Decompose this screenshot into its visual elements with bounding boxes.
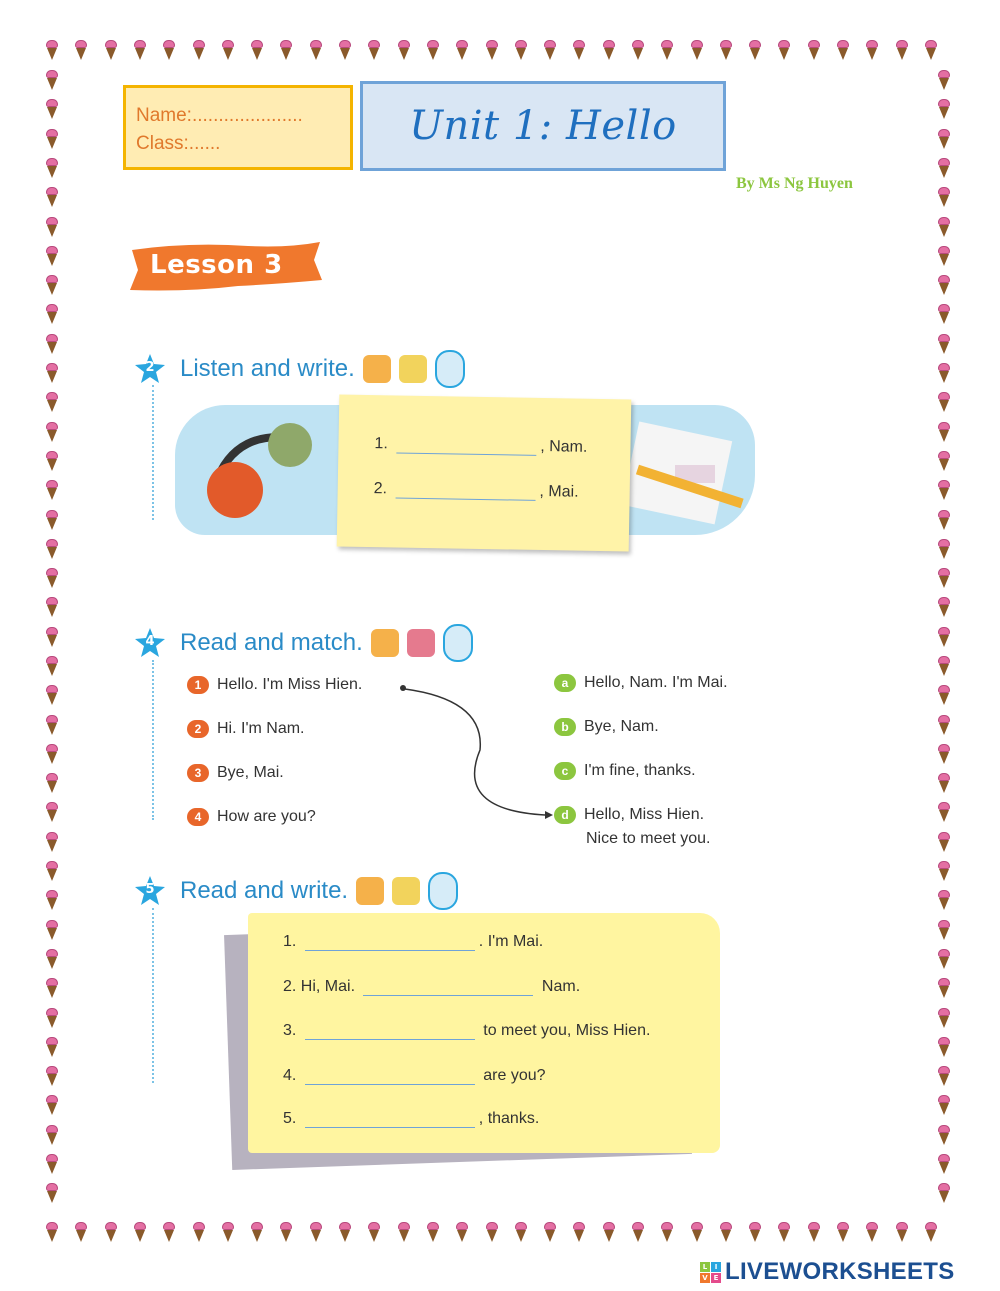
ice-cream-cone-icon bbox=[544, 1222, 556, 1242]
logo-tiles-icon: L I V E bbox=[700, 1262, 721, 1283]
letter-badge: d bbox=[554, 806, 576, 824]
ice-cream-cone-icon bbox=[46, 363, 58, 383]
listen-item-1: 1. , Nam. bbox=[374, 435, 588, 456]
name-field-label: Name:..................... bbox=[136, 105, 303, 126]
brand-name: LIVEWORKSHEETS bbox=[725, 1258, 955, 1285]
ice-cream-cone-icon bbox=[46, 656, 58, 676]
ice-cream-cone-icon bbox=[866, 1222, 878, 1242]
ice-cream-cone-icon bbox=[515, 40, 527, 60]
match-right-d[interactable]: d Hello, Miss Hien. bbox=[554, 806, 704, 824]
write-item-4: 4. are you? bbox=[283, 1067, 546, 1084]
ice-cream-cone-icon bbox=[938, 949, 950, 969]
listen-item-2: 2. , Mai. bbox=[373, 480, 579, 501]
ice-cream-cone-icon bbox=[938, 451, 950, 471]
ice-cream-cone-icon bbox=[866, 40, 878, 60]
section-5-title: Read and write. bbox=[180, 877, 349, 904]
ice-cream-cone-icon bbox=[632, 1222, 644, 1242]
ice-cream-cone-icon bbox=[46, 1008, 58, 1028]
write-item-5: 5. , thanks. bbox=[283, 1110, 540, 1127]
ice-cream-cone-icon bbox=[938, 715, 950, 735]
match-right-c[interactable]: c I'm fine, thanks. bbox=[554, 762, 696, 780]
title-box bbox=[360, 81, 726, 171]
ice-cream-cone-icon bbox=[456, 40, 468, 60]
ice-cream-cone-icon bbox=[925, 40, 937, 60]
ice-cream-cone-icon bbox=[46, 217, 58, 237]
ice-cream-cone-icon bbox=[938, 685, 950, 705]
section-4-header bbox=[134, 624, 473, 662]
dotted-guide bbox=[152, 660, 154, 820]
ice-cream-cone-icon bbox=[398, 1222, 410, 1242]
ice-cream-cone-icon bbox=[808, 40, 820, 60]
ice-cream-cone-icon bbox=[925, 1222, 937, 1242]
ice-cream-cone-icon bbox=[46, 158, 58, 178]
listen-answer-card bbox=[337, 394, 632, 551]
letter-badge: b bbox=[554, 718, 576, 736]
number-badge: 2 bbox=[187, 720, 209, 738]
section-5-header bbox=[134, 872, 458, 910]
mouse-icon bbox=[443, 624, 473, 662]
ice-cream-cone-icon bbox=[427, 1222, 439, 1242]
page-title: Unit 1: Hello bbox=[409, 103, 677, 149]
ice-cream-cone-icon bbox=[46, 1066, 58, 1086]
mouse-icon bbox=[435, 350, 465, 388]
ice-cream-cone-icon bbox=[837, 40, 849, 60]
ice-cream-cone-icon bbox=[46, 920, 58, 940]
ice-cream-cone-icon bbox=[280, 1222, 292, 1242]
ice-cream-cone-icon bbox=[46, 392, 58, 412]
ice-cream-cone-icon bbox=[515, 1222, 527, 1242]
ice-cream-cone-icon bbox=[778, 40, 790, 60]
ice-cream-cone-icon bbox=[938, 802, 950, 822]
pencil-icon bbox=[399, 355, 427, 383]
pencil-icon bbox=[392, 877, 420, 905]
ice-cream-cone-icon bbox=[720, 1222, 732, 1242]
match-right-a[interactable]: a Hello, Nam. I'm Mai. bbox=[554, 674, 728, 692]
ice-cream-cone-icon bbox=[938, 597, 950, 617]
ice-cream-cone-icon bbox=[486, 1222, 498, 1242]
ice-cream-cone-icon bbox=[46, 480, 58, 500]
ice-cream-cone-icon bbox=[46, 1037, 58, 1057]
ice-cream-cone-icon bbox=[544, 40, 556, 60]
ice-cream-cone-icon bbox=[46, 1154, 58, 1174]
ice-cream-cone-icon bbox=[46, 773, 58, 793]
ice-cream-cone-icon bbox=[46, 422, 58, 442]
match-left-3[interactable]: 3 Bye, Mai. bbox=[187, 764, 284, 782]
ice-cream-cone-icon bbox=[75, 1222, 87, 1242]
ice-cream-cone-icon bbox=[938, 656, 950, 676]
ice-cream-cone-icon bbox=[938, 920, 950, 940]
ice-cream-cone-icon bbox=[163, 40, 175, 60]
ice-cream-cone-icon bbox=[938, 275, 950, 295]
ice-cream-cone-icon bbox=[938, 510, 950, 530]
number-badge: 1 bbox=[187, 676, 209, 694]
ice-cream-cone-icon bbox=[251, 40, 263, 60]
ice-cream-cone-icon bbox=[310, 1222, 322, 1242]
ice-cream-cone-icon bbox=[938, 568, 950, 588]
answer-blank-2[interactable] bbox=[395, 481, 535, 500]
lesson-label: Lesson 3 bbox=[150, 250, 283, 280]
ice-cream-cone-icon bbox=[46, 1095, 58, 1115]
ice-cream-cone-icon bbox=[46, 129, 58, 149]
ice-cream-cone-icon bbox=[938, 1066, 950, 1086]
ice-cream-cone-icon bbox=[938, 1037, 950, 1057]
match-right-d-line2: Nice to meet you. bbox=[586, 830, 711, 847]
star-icon: 2 bbox=[134, 353, 166, 385]
headphones-icon bbox=[363, 355, 391, 383]
ice-cream-cone-icon bbox=[46, 246, 58, 266]
ice-cream-cone-icon bbox=[486, 40, 498, 60]
ice-cream-cone-icon bbox=[46, 334, 58, 354]
match-left-1[interactable]: 1 Hello. I'm Miss Hien. bbox=[187, 676, 362, 694]
ice-cream-cone-icon bbox=[46, 715, 58, 735]
ice-cream-cone-icon bbox=[46, 861, 58, 881]
eyes-icon bbox=[371, 629, 399, 657]
ice-cream-cone-icon bbox=[603, 40, 615, 60]
class-field-label: Class:...... bbox=[136, 133, 221, 154]
author-credit: By Ms Ng Huyen bbox=[736, 175, 853, 192]
ice-cream-cone-icon bbox=[46, 70, 58, 90]
ice-cream-cone-icon bbox=[46, 304, 58, 324]
ice-cream-cone-icon bbox=[46, 802, 58, 822]
ice-cream-cone-icon bbox=[938, 890, 950, 910]
ice-cream-cone-icon bbox=[46, 1222, 58, 1242]
ice-cream-cone-icon bbox=[938, 392, 950, 412]
ice-cream-cone-icon bbox=[46, 1183, 58, 1203]
ice-cream-cone-icon bbox=[46, 539, 58, 559]
ice-cream-cone-icon bbox=[339, 1222, 351, 1242]
ice-cream-cone-icon bbox=[938, 1095, 950, 1115]
ice-cream-cone-icon bbox=[938, 70, 950, 90]
ice-cream-cone-icon bbox=[938, 978, 950, 998]
books-icon bbox=[407, 629, 435, 657]
answer-blank-1[interactable] bbox=[396, 436, 536, 455]
ice-cream-cone-icon bbox=[46, 597, 58, 617]
ice-cream-cone-icon bbox=[691, 1222, 703, 1242]
ice-cream-cone-icon bbox=[778, 1222, 790, 1242]
letter-badge: a bbox=[554, 674, 576, 692]
ice-cream-cone-icon bbox=[938, 744, 950, 764]
section-2-header bbox=[134, 350, 465, 388]
ice-cream-cone-icon bbox=[134, 40, 146, 60]
ice-cream-cone-icon bbox=[46, 275, 58, 295]
ice-cream-cone-icon bbox=[251, 1222, 263, 1242]
ice-cream-cone-icon bbox=[573, 40, 585, 60]
write-answer-card bbox=[248, 913, 720, 1153]
ice-cream-cone-icon bbox=[398, 40, 410, 60]
ice-cream-cone-icon bbox=[603, 1222, 615, 1242]
ice-cream-cone-icon bbox=[938, 158, 950, 178]
ice-cream-cone-icon bbox=[749, 40, 761, 60]
ice-cream-cone-icon bbox=[46, 685, 58, 705]
ice-cream-cone-icon bbox=[193, 1222, 205, 1242]
ice-cream-cone-icon bbox=[938, 334, 950, 354]
section-4-title: Read and match. bbox=[180, 629, 363, 656]
ice-cream-cone-icon bbox=[837, 1222, 849, 1242]
answer-blank-2[interactable] bbox=[363, 979, 533, 996]
ice-cream-cone-icon bbox=[427, 40, 439, 60]
ice-cream-cone-icon bbox=[661, 1222, 673, 1242]
mouse-icon bbox=[428, 872, 458, 910]
ice-cream-cone-icon bbox=[46, 187, 58, 207]
ice-cream-cone-icon bbox=[46, 451, 58, 471]
ice-cream-cone-icon bbox=[938, 217, 950, 237]
ice-cream-cone-icon bbox=[134, 1222, 146, 1242]
match-left-2[interactable]: 2 Hi. I'm Nam. bbox=[187, 720, 305, 738]
number-badge: 3 bbox=[187, 764, 209, 782]
ice-cream-cone-icon bbox=[938, 627, 950, 647]
ice-cream-cone-icon bbox=[310, 40, 322, 60]
ice-cream-cone-icon bbox=[938, 832, 950, 852]
ice-cream-cone-icon bbox=[938, 1183, 950, 1203]
ice-cream-cone-icon bbox=[938, 99, 950, 119]
ice-cream-cone-icon bbox=[105, 40, 117, 60]
match-right-b[interactable]: b Bye, Nam. bbox=[554, 718, 659, 736]
ice-cream-cone-icon bbox=[222, 1222, 234, 1242]
ice-cream-cone-icon bbox=[938, 187, 950, 207]
letter-badge: c bbox=[554, 762, 576, 780]
lesson-banner bbox=[128, 240, 322, 294]
number-badge: 4 bbox=[187, 808, 209, 826]
ice-cream-cone-icon bbox=[368, 1222, 380, 1242]
write-item-3: 3. to meet you, Miss Hien. bbox=[283, 1022, 651, 1039]
ice-cream-cone-icon bbox=[46, 510, 58, 530]
ice-cream-cone-icon bbox=[105, 1222, 117, 1242]
match-arrow bbox=[395, 680, 555, 825]
eyes-icon bbox=[356, 877, 384, 905]
ice-cream-cone-icon bbox=[938, 129, 950, 149]
ice-cream-cone-icon bbox=[938, 1125, 950, 1145]
ice-cream-cone-icon bbox=[938, 304, 950, 324]
ice-cream-cone-icon bbox=[163, 1222, 175, 1242]
ice-cream-cone-icon bbox=[661, 40, 673, 60]
ice-cream-cone-icon bbox=[280, 40, 292, 60]
ice-cream-cone-icon bbox=[46, 744, 58, 764]
answer-blank-1[interactable] bbox=[305, 934, 475, 951]
star-icon: 4 bbox=[134, 627, 166, 659]
ice-cream-cone-icon bbox=[46, 978, 58, 998]
ice-cream-cone-icon bbox=[46, 890, 58, 910]
ice-cream-cone-icon bbox=[456, 1222, 468, 1242]
name-class-box bbox=[123, 85, 353, 170]
ice-cream-cone-icon bbox=[938, 1154, 950, 1174]
ice-cream-cone-icon bbox=[938, 861, 950, 881]
match-left-4[interactable]: 4 How are you? bbox=[187, 808, 316, 826]
ice-cream-cone-icon bbox=[749, 1222, 761, 1242]
dotted-guide bbox=[152, 385, 154, 520]
write-item-1: 1. . I'm Mai. bbox=[283, 933, 544, 950]
star-icon: 5 bbox=[134, 875, 166, 907]
ice-cream-cone-icon bbox=[46, 949, 58, 969]
ice-cream-cone-icon bbox=[46, 627, 58, 647]
ice-cream-cone-icon bbox=[46, 568, 58, 588]
answer-blank-5[interactable] bbox=[305, 1111, 475, 1128]
ice-cream-cone-icon bbox=[938, 1008, 950, 1028]
ice-cream-cone-icon bbox=[938, 246, 950, 266]
ice-cream-cone-icon bbox=[632, 40, 644, 60]
ice-cream-cone-icon bbox=[938, 422, 950, 442]
answer-blank-3[interactable] bbox=[305, 1023, 475, 1040]
ice-cream-cone-icon bbox=[46, 1125, 58, 1145]
write-item-2: 2. Hi, Mai. Nam. bbox=[283, 978, 581, 995]
ice-cream-cone-icon bbox=[896, 1222, 908, 1242]
ice-cream-cone-icon bbox=[808, 1222, 820, 1242]
ice-cream-cone-icon bbox=[896, 40, 908, 60]
ice-cream-cone-icon bbox=[46, 40, 58, 60]
ice-cream-cone-icon bbox=[46, 99, 58, 119]
ice-cream-cone-icon bbox=[938, 539, 950, 559]
dotted-guide bbox=[152, 908, 154, 1083]
ice-cream-cone-icon bbox=[339, 40, 351, 60]
section-2-title: Listen and write. bbox=[180, 355, 355, 382]
ice-cream-cone-icon bbox=[573, 1222, 585, 1242]
ice-cream-cone-icon bbox=[222, 40, 234, 60]
answer-blank-4[interactable] bbox=[305, 1068, 475, 1085]
ice-cream-cone-icon bbox=[938, 480, 950, 500]
ice-cream-cone-icon bbox=[720, 40, 732, 60]
liveworksheets-logo bbox=[700, 1258, 955, 1286]
ice-cream-cone-icon bbox=[193, 40, 205, 60]
ice-cream-cone-icon bbox=[46, 832, 58, 852]
ice-cream-cone-icon bbox=[938, 773, 950, 793]
ice-cream-cone-icon bbox=[75, 40, 87, 60]
ice-cream-cone-icon bbox=[691, 40, 703, 60]
ice-cream-cone-icon bbox=[368, 40, 380, 60]
ice-cream-cone-icon bbox=[938, 363, 950, 383]
